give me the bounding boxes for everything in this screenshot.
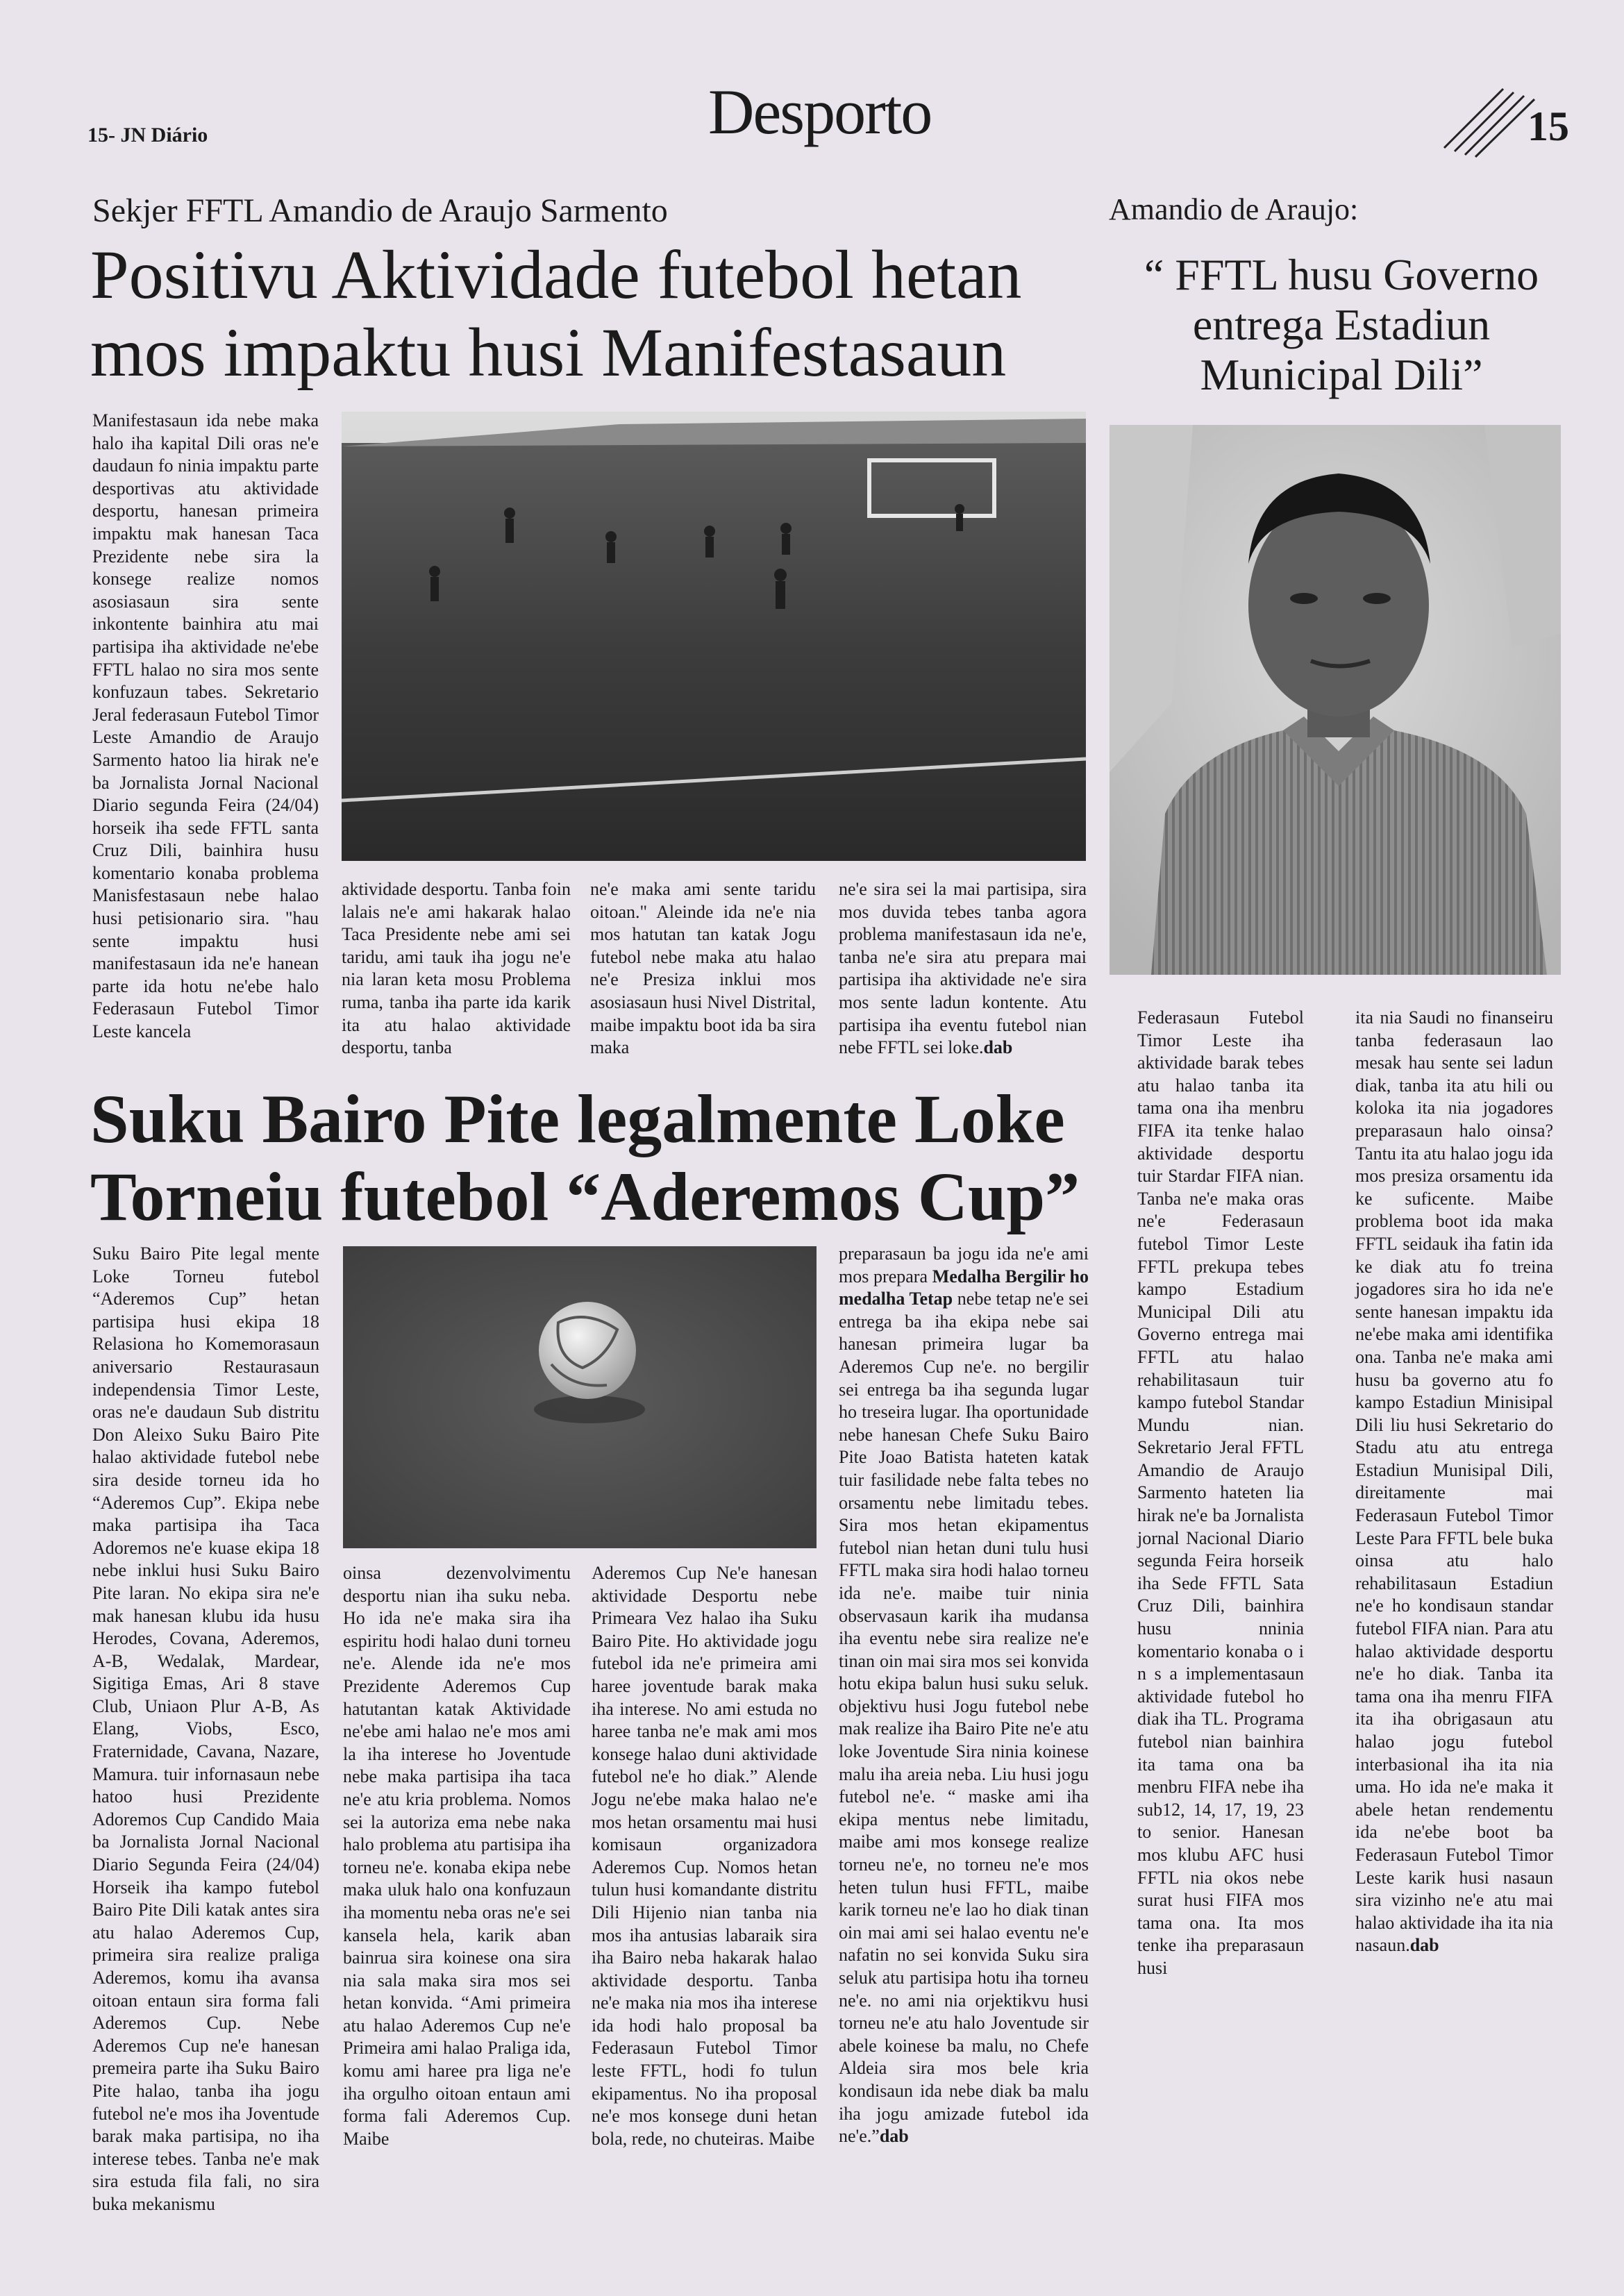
football-on-grass-image <box>343 1246 817 1548</box>
page-label: 15- JN Diário <box>87 124 208 146</box>
article1-col1-text: Manifestasaun ida nebe maka halo iha kapital Dili oras ne'e daudaun fo ninia impaktu parte desportivas atu aktividade desportu, hanesan primeira impaktu mak hanesan Taca Prezidente nebe sira la konsege realize nomos asosiasaun sira sente inkontente bainhira atu mai partisipa iha aktividade ne'ebe FFTL halao no sira mos sente konfuzaun tabes. Sekretario Jeral federasaun Futebol Timor Leste Amandio de Araujo Sarmento hatoo lia hirak ne'e ba Jornalista Jornal Nacional Diario segunda Feira (24/04) horseik iha sede FFTL santa Cruz Dili, bainhira husu komentario konaba problema Manisfestasaun nebe halao husi petisionario sira. "hau sente impaktu husi manifestasaun ida ne'e hanean parte ida hotu ne'ebe halo Federasaun Futebol Timor Leste kancela <box>92 410 319 1042</box>
article1-signoff: dab <box>983 1037 1013 1058</box>
article3-signoff: dab <box>879 2126 909 2147</box>
article2-col1-text: Federasaun Futebol Timor Leste iha aktividade barak tebes atu halao tanba ita tama ona iha menbru FIFA ita tenke halao aktividade desportu tuir Stardar FIFA nian. Tanba ne'e maka oras ne'e Federasaun futebol Timor Leste FFTL prekupa tebes kampo Estadium Municipal Dili atu Governo entrega mai FFTL atu halao rehabilitasaun tuir kampo futebol Standar Mundu nian. Sekretario Jeral FFTL Amandio de Araujo Sarmento hateten lia hirak ne'e ba Jornalista jornal Nacional Diario segunda Feira horseik iha Sede FFTL Sata Cruz Dili, bainhira husu nninia komentario konaba o i n s a implementasaun aktividade futebol ho diak iha TL. Programa futebol nian bainhira ita tama ona ba menbru FIFA nebe iha sub12, 14, 17, 19, 23 to senior. Hanesan mos klubu AFC husi FFTL nia okos nebe surat husi FIFA mos tama ona. Ita mos tenke iha preparasaun husi <box>1137 1007 1304 1978</box>
portrait-photo <box>1110 425 1561 975</box>
football-match-photo <box>342 412 1086 861</box>
article1-col4-text <box>839 878 1087 1059</box>
article2-headline: “ FFTL husu Governo entrega Estadiun Municipal Dili” <box>1144 250 1539 399</box>
article2-column-1 <box>1137 1007 1304 1980</box>
article3-col4-intro: preparasaun ba jogu ida ne'e ami mos prepara <box>839 1243 1089 1287</box>
article3-col3-text: Aderemos Cup Ne'e hanesan aktividade Desportu nebe Primeara Vez halao iha Suku Bairo Pite. Ho aktividade jogu futebol ida ne'e primeira ami haree joventude barak maka iha interese. No ami estuda no haree tanba ne'e mak ami mos konsege halao duni aktividade futebol ne'e ho diak.” Alende Jogu ne'ebe maka halao ne'e mos hetan orsamentu mai husi komisaun organizadora Aderemos Cup. Nomos hetan tulun husi komandante distritu Dili Hijenio nian tanba nia mos iha antusias labaraik sira iha Bairo neba hakarak halao aktividade desportu. Tanba ne'e maka nia mos iha interese ida hodi halo proposal ba Federasaun Futebol Timor leste FFTL, hodi fo tulun ekipamentus. No iha proposal ne'e mos konsege duni hetan bola, rede, no chuteiras. Maibe <box>592 1563 817 2149</box>
article3-col4-medal: Medalha Bergilir ho medalha Tetap <box>839 1266 1089 1309</box>
article1-col3-text: ne'e maka ami sente taridu oitoan." Aleinde ida ne'e nia mos hatutan tan katak Jogu futebol nebe maka atu halao ne'e Presiza inklui mos asosiasaun husi Nivel Distrital, maibe impaktu boot ida ba sira maka <box>590 879 816 1058</box>
amandio-portrait-image <box>1110 425 1561 975</box>
article3-column-2 <box>343 1562 571 2150</box>
page-number: 15 <box>1527 103 1569 149</box>
article3-column-3 <box>592 1562 817 2150</box>
section-title: Desporto <box>708 76 932 147</box>
article1-col2-text: aktividade desportu. Tanba foin lalais ne'e ami hakarak halao Taca Presidente nebe ami sei taridu, ami tauk iha jogu ne'e nia laran keta mosu Problema ruma, tanba iha parte ida karik ita atu halao aktividade desportu, tanba <box>342 879 571 1058</box>
article1-column-2 <box>342 878 571 1059</box>
article1-col4-body: ne'e sira sei la mai partisipa, sira mos duvida tebes tanba agora problema manifestasaun ida ne'e, tanba ne'e sira atu prepara mai partisipa iha aktividade ne'e sira mos sente ladun kontente. Atu partisipa iha eventu futebol nian nebe FFTL sei loke. <box>839 879 1087 1058</box>
article1-column-4 <box>839 878 1087 1059</box>
article3-column-4 <box>839 1243 1089 2148</box>
article1-column-1 <box>92 410 319 1044</box>
football-ball-photo <box>343 1246 817 1548</box>
article3-headline: Suku Bairo Pite legalmente Loke Torneiu futebol “Aderemos Cup” <box>90 1080 1080 1235</box>
article2-col2-text <box>1355 1007 1553 1957</box>
article1-headline: Positivu Aktividade futebol hetan mos impaktu husi Manifestasaun <box>90 236 1022 391</box>
article2-signoff: dab <box>1409 1935 1439 1956</box>
article2-kicker: Amandio de Araujo: <box>1109 192 1359 226</box>
article1-kicker: Sekjer FFTL Amandio de Araujo Sarmento <box>92 192 668 229</box>
article3-col4-body: nebe tetap ne'e sei entrega ba iha ekipa nebe sai hanesan primeira lugar ba Aderemos Cup ne'e. no bergilir sei entrega ba iha segunda lugar ho treseira lugar. Iha oportunidade nebe hanesan Chefe Suku Bairo Pite Joao Batista hateten katak tuir fasilidade nebe falta tebes no orsamentu nebe limitadu tebes. Sira mos hetan ekipamentus futebol nian hetan duni tulu husi FFTL maka sira hodi halao torneu ida ne'e. maibe tuir ninia observasaun karik iha mudansa iha eventu nebe sira realize ne'e tinan oin mai sira mos sei konvida hotu ekipa balun husi suku seluk. objektivu husi Jogu futebol nebe mak realize iha Bairo Pite ne'e atu loke Joventude Sira ninia koinese malu iha areia neba. Liu husi jogu futebol ne'e. “ maske ami iha ekipa mentus nebe limitadu, maibe ami mos konsege realize torneu ne'e, no torneu ne'e mos heten tulun husi FFTL, maibe karik torneu ne'e lao ho diak tinan oin mai ami sei halao eventu ne'e nafatin no sei konvida Suku sira seluk atu partisipa hotu iha torneu ne'e. no ami nia orjektikvu husi torneu ne'e atu halo Joventude sir abele koinese ba malu, no Chefe Aldeia sira mos bele kria kondisaun ida nebe diak ba malu iha jogu amizade futebol ida ne'e.” <box>839 1289 1089 2147</box>
article3-column-1 <box>92 1243 319 2216</box>
article2-col2-body: ita nia Saudi no finanseiru tanba federasaun lao mesak hau sente sei ladun diak, tanba ita atu hili ou koloka ita nia jogadores preparasaun halo oinsa? Tantu ita atu halao jogu ida mos presiza orsamentu ida ke suficente. Maibe problema boot ida maka FFTL seidauk iha fatin ida ke diak atu fo treina jogadores sira ho ida ne'e sente hanesan impaktu ida ne'ebe maka ami identifika ona. Tanba ne'e maka ami husu ba governo atu fo kampo Estadiun Minisipal Dili liu husi Sekretario do Stadu atu atu entrega Estadiun Munisipal Dili, direitamente mai Federasaun Futebol Timor Leste Para FFTL bele buka oinsa atu halo rehabilitasaun Estadiun ne'e ho kondisaun standar futebol FIFA nian. Para atu halao aktividade desportu ne'e ho diak. Tanba ita tama ona iha menru FIFA ita iha obrigasaun atu halao jogu futebol interbasional iha ita nia uma. Ho ida ne'e maka it abele hetan rendementu ida ne'ebe boot ba Federasaun Futebol Timor Leste karik husi nasaun sira vizinho ne'e atu mai halao aktividade iha ita nia nasaun. <box>1355 1007 1553 1956</box>
article3-col1-text: Suku Bairo Pite legal mente Loke Torneu futebol “Aderemos Cup” hetan partisipa husi ekipa 18 Relasiona ho Komemorasaun aniversario Restaurasaun independensia Timor Leste, oras ne'e daudaun Sub distritu Don Aleixo Suku Bairo Pite halao aktividade futebol nebe sira deside torneu ida ho “Aderemos Cup”. Ekipa nebe maka partisipa iha Taca Adoremos ne'e kuase ekipa 18 nebe inklui husi Suku Bairo Pite laran. No ekipa sira ne'e mak hanesan klubu ida husu Herodes, Covana, Aderemos, A-B, Wedalak, Mardear, Sigitiga Emas, Ari 8 stave Club, Uniaon Plur A-B, As Elang, Viobs, Esco, Fraternidade, Cavana, Nazare, Mamura. tuir infornasaun nebe hatoo husi Prezidente Adoremos Cup Candido Maia ba Jornalista Jornal Nacional Diario Segunda Feira (24/04) Horseik iha kampo futebol Bairo Pite Dili katak antes sira atu halao Aderemos Cup, primeira sira realize praliga Aderemos, komu iha avansa oitoan entaun sira forma fali Aderemos Cup. Nebe Aderemos Cup ne'e hanesan premeira parte iha Suku Bairo Pite halao, tanba iha jogu futebol ne'e mos iha Joventude barak maka partisipa, no iha interese tebes. Tanba ne'e mak sira estuda fila fali, no sira buka mekanismu <box>92 1243 319 2214</box>
article1-column-3 <box>590 878 816 1059</box>
article2-column-2 <box>1355 1007 1553 1957</box>
article3-col2-text: oinsa dezenvolvimentu desportu nian iha suku neba. Ho ida ne'e maka sira iha espiritu hodi halao duni torneu ne'e. Alende ida ne'e mos Prezidente Aderemos Cup hatutantan katak Aktividade ne'ebe ami halao ne'e mos ami la iha interese ho Joventude nebe maka partisipa iha taca ne'e atu kria problema. Nomos sei la autoriza ema nebe naka halo problema atu partisipa iha torneu ne'e. konaba ekipa nebe maka uluk halo ona konfuzaun iha momentu neba oras ne'e sei kansela hela, karik aban bainrua sira koinese ona sira nia sala maka sira mos sei hetan konvida. “Ami primeira atu halao Aderemos Cup ne'e Primeira ami halao Praliga ida, komu ami haree pra liga ne'e iha orgulho oitoan entaun ami forma fali Aderemos Cup. Maibe <box>343 1563 571 2149</box>
article3-col4-text <box>839 1243 1089 2148</box>
football-match-image <box>342 412 1086 861</box>
